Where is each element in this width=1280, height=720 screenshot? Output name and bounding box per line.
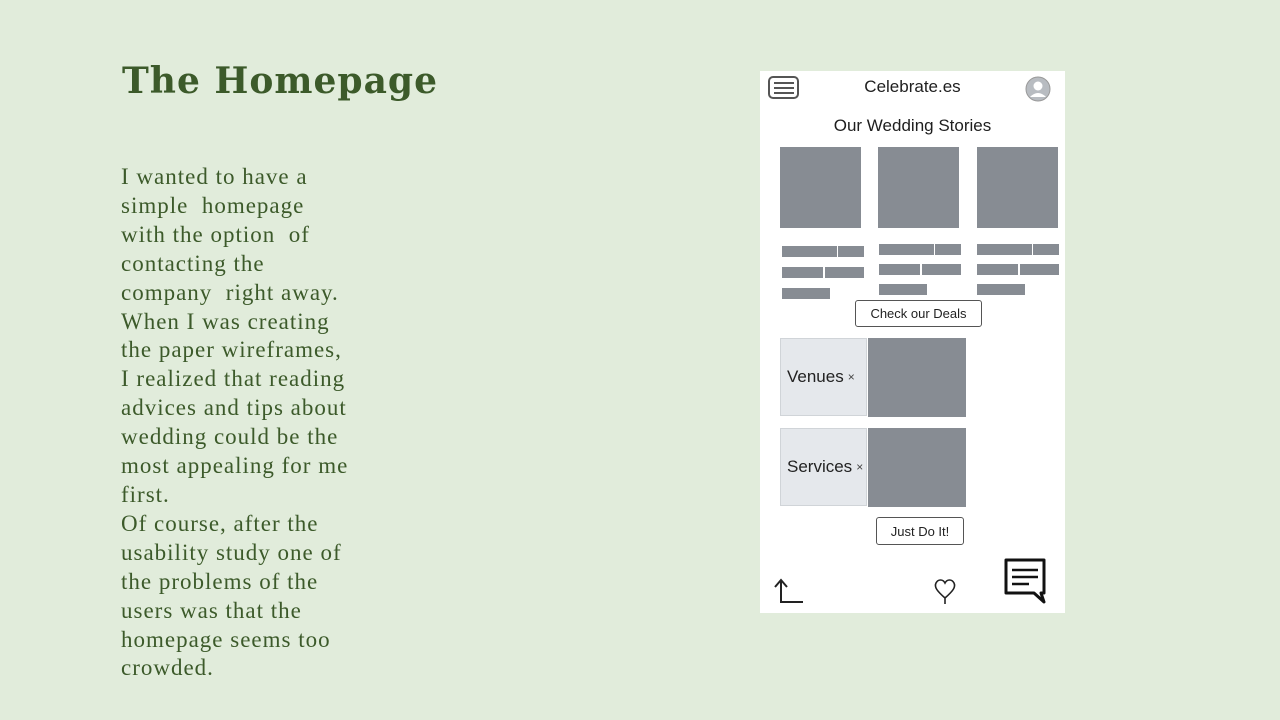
category-venues[interactable] <box>780 338 867 416</box>
body-line: crowded. <box>121 655 214 681</box>
user-avatar-icon[interactable] <box>1025 76 1051 102</box>
body-line: advices and tips about <box>121 395 347 421</box>
category-image-placeholder[interactable] <box>868 338 966 417</box>
text-placeholder-bar <box>977 244 1059 255</box>
body-line: the problems of the <box>121 568 319 594</box>
body-line: wedding could be the <box>121 424 339 450</box>
close-icon[interactable]: × <box>856 460 864 474</box>
body-line: Of course, after the <box>121 510 319 536</box>
chat-icon[interactable] <box>1003 557 1047 605</box>
body-line: I realized that reading <box>121 366 346 392</box>
story-image-placeholder[interactable] <box>878 147 959 228</box>
category-label: Services <box>787 457 853 476</box>
stories-section-title: Our Wedding Stories <box>833 116 992 135</box>
heart-icon[interactable] <box>933 577 957 605</box>
slide-body-text <box>121 163 421 683</box>
category-label: Venues <box>787 367 844 386</box>
body-line: contacting the <box>121 250 265 276</box>
body-line: usability study one of <box>121 539 342 565</box>
text-placeholder-bar <box>782 288 830 299</box>
text-placeholder-bar <box>977 264 1059 275</box>
check-deals-button[interactable]: Check our Deals <box>855 300 982 327</box>
body-line: company right away. <box>121 279 339 305</box>
close-icon[interactable]: × <box>847 370 855 384</box>
text-placeholder-bar <box>977 284 1025 295</box>
body-line: with the option of <box>121 221 310 247</box>
text-placeholder-bar <box>879 264 961 275</box>
text-placeholder-bar <box>782 267 864 278</box>
body-line: the paper wireframes, <box>121 337 342 363</box>
text-placeholder-bar <box>879 284 927 295</box>
slide-title: The Homepage <box>122 60 438 102</box>
body-line: simple homepage <box>121 192 305 218</box>
body-line: first. <box>121 481 170 507</box>
body-line: When I was creating <box>121 308 330 334</box>
text-placeholder-bar <box>879 244 961 255</box>
brand-title: Celebrate.es <box>864 77 961 96</box>
body-line: I wanted to have a <box>121 164 308 189</box>
text-placeholder-bar <box>782 246 864 257</box>
category-services[interactable] <box>780 428 867 506</box>
body-line: most appealing for me <box>121 453 349 479</box>
just-do-it-button[interactable]: Just Do It! <box>876 517 964 545</box>
body-line: homepage seems too <box>121 626 331 652</box>
body-line: users was that the <box>121 597 302 623</box>
category-image-placeholder[interactable] <box>868 428 966 507</box>
story-image-placeholder[interactable] <box>977 147 1058 228</box>
back-arrow-icon[interactable] <box>774 577 804 605</box>
wireframe-phone-screen <box>760 71 1065 613</box>
story-image-placeholder[interactable] <box>780 147 861 228</box>
